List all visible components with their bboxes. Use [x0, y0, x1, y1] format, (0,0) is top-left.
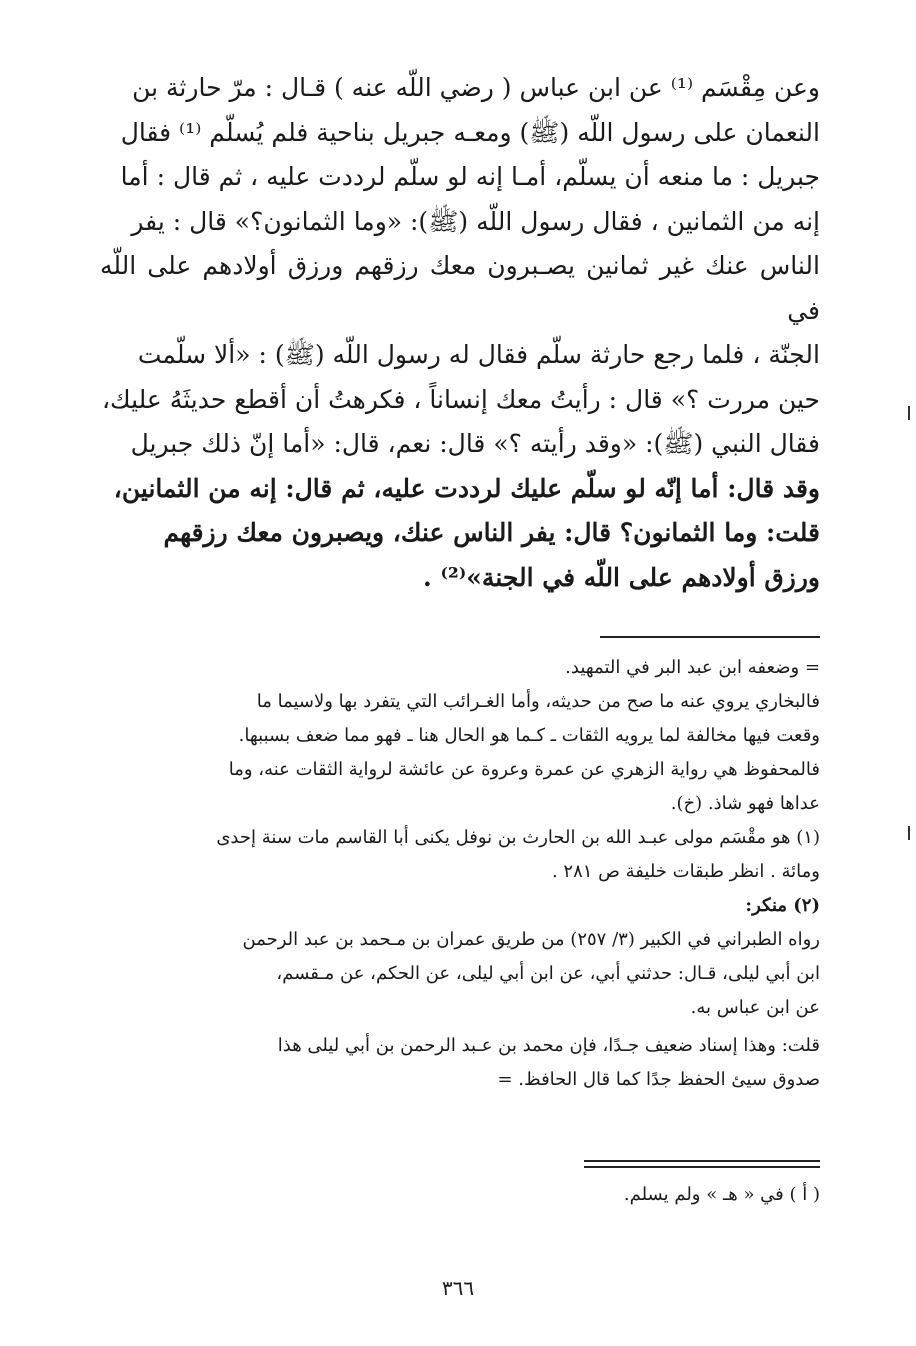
main-line-3: جبريل : ما منعه أن يسلّم، أمـا إنه لو سلّم لرددت عليه ، ثم قال : أما	[120, 162, 820, 191]
footnote-line-9: رواه الطبراني في الكبير (٣/ ٢٥٧) من طريق عمران بن مـحمد بن عبد الرحمن	[242, 929, 820, 950]
main-line-2: النعمان على رسول اللّه (ﷺ) ومعـه جبريل بناحية فلم يُسلّم ⁽¹⁾ فقال	[120, 117, 820, 147]
main-line-10: قلت: وما الثمانون؟ قال: يفر الناس عنك، ويصبرون معك رزقهم	[163, 518, 820, 547]
footnote-line-3: وقعت فيها مخالفة لما يرويه الثقات ـ كـما هو الحال هنا ـ فهو مما ضعف بسببها.	[238, 725, 820, 746]
main-line-9: وقد قال: أما إنّه لو سلّم عليك لرددت عليه، ثم قال: إنه من الثمانين،	[113, 473, 820, 503]
footnote-line-1: = وضعفه ابن عبد البر في التمهيد.	[565, 657, 820, 678]
page-body	[100, 66, 820, 1205]
main-line-5: الناس عنك غير ثمانين يصـبرون معك رزقهم ورزق أولادهم على اللّه في	[100, 251, 820, 325]
variant-note: ( أ ) في « هـ » ولم يسلم.	[623, 1184, 820, 1205]
main-line-6: الجنّة ، فلما رجع حارثة سلّم فقال له رسول اللّه (ﷺ) : «ألا سلّمت	[137, 340, 820, 369]
footnote-line-4: فالمحفوظ هي رواية الزهري عن عمرة وعروة عن عائشة لرواية الثقات عنه، وما	[228, 759, 820, 780]
footnote-line-7: ومائة . انظر طبقات خليفة ص ٢٨١ .	[551, 861, 820, 882]
main-line-4: إنه من الثمانين ، فقال رسول اللّه (ﷺ): «وما الثمانون؟» قال : يفر	[131, 206, 820, 236]
footnote-line-6: (١) هو مقْسَم مولى عبـد الله بن الحارث بن نوفل يكنى أبا القاسم مات سنة إحدى	[216, 827, 820, 848]
footnote-line-10: ابن أبي ليلى، قـال: حدثني أبي، عن ابن أبي ليلى، عن الحكم، عن مـقسم،	[276, 963, 820, 984]
scan-edge-mark	[908, 406, 910, 420]
main-line-11: ورزق أولادهم على اللّه في الجنة»⁽²⁾ .	[423, 562, 820, 592]
footnote-line-8: (٢) منكر:	[745, 895, 820, 916]
footnote-line-5: عداها فهو شاذ. (خ).	[670, 793, 820, 814]
scan-edge-mark	[908, 826, 910, 840]
main-line-1: وعن مِقْسَم ⁽¹⁾ عن ابن عباس ( رضي اللّه عنه ) قـال : مرّ حارثة بن	[132, 73, 820, 102]
footnote-separator	[600, 636, 820, 638]
footnote-line-2: فالبخاري يروي عنه ما صح من حديثه، وأما الغـرائب التي يتفرد بها ولاسيما ما	[256, 691, 820, 712]
footnote-line-11: عن ابن عباس به.	[690, 997, 820, 1018]
footnote-line-13: صدوق سيئ الحفظ جدًا كما قال الحافظ. =	[497, 1069, 820, 1090]
main-line-7: حين مررت ؟» قال : رأيتُ معك إنساناً ، فكرهتُ أن أقطع حديثَهُ عليك،	[101, 384, 820, 414]
footnotes	[100, 651, 820, 1097]
page-number: ٣٦٦	[441, 1276, 475, 1300]
footnote-line-12: قلت: وهذا إسناد ضعيف جـدًا، فإن محمد بن عـبد الرحمن بن أبي ليلى هذا	[277, 1035, 820, 1056]
main-line-8: فقال النبي (ﷺ): «وقد رأيته ؟» قال: نعم، قال: «أما إنّ ذلك جبريل	[130, 429, 820, 458]
variant-separator	[584, 1160, 820, 1168]
main-text	[100, 66, 820, 600]
